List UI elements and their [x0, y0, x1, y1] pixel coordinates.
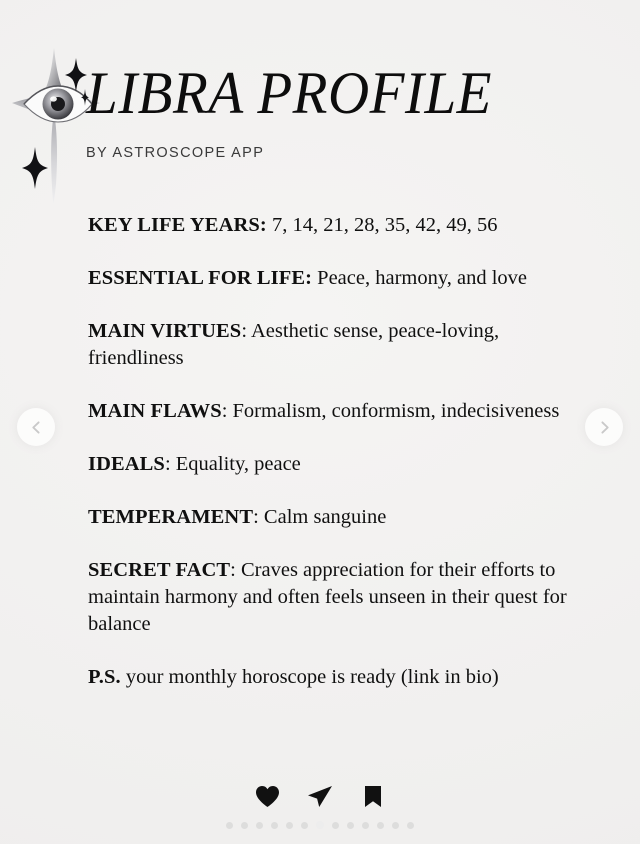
chevron-right-icon [597, 420, 612, 435]
pagination-dot[interactable] [362, 822, 369, 829]
pagination-dot[interactable] [332, 822, 339, 829]
profile-entry [88, 504, 580, 531]
save-button[interactable] [359, 782, 387, 810]
share-button[interactable] [306, 782, 334, 810]
profile-entry [88, 265, 580, 292]
profile-entry-value: 7, 14, 21, 28, 35, 42, 49, 56 [266, 214, 498, 236]
profile-entry-label: MAIN FLAWS [88, 400, 222, 422]
page-title: LIBRA PROFILE [86, 60, 492, 127]
pagination-dot[interactable] [347, 822, 354, 829]
profile-entry-label: MAIN VIRTUES [88, 320, 242, 342]
action-bar [0, 782, 640, 810]
bookmark-filled-icon [364, 785, 382, 808]
profile-entry [88, 212, 580, 239]
profile-entry-value: : Formalism, conformism, indecisiveness [221, 400, 560, 422]
profile-entry-value: : Aesthetic sense, peace-loving, friendliness [88, 320, 500, 369]
pagination-dot[interactable] [271, 822, 278, 829]
carousel-pagination [0, 821, 640, 829]
chevron-left-icon [29, 420, 44, 435]
profile-entry [88, 557, 580, 638]
profile-entry-label: SECRET FACT [88, 559, 231, 581]
carousel-next-button[interactable] [585, 408, 623, 446]
profile-entry-label: P.S. [88, 666, 121, 688]
profile-entry-label: KEY LIFE YEARS: [88, 214, 267, 236]
profile-entry-label: TEMPERAMENT [88, 506, 254, 528]
heart-filled-icon [255, 785, 280, 808]
profile-entry-label: IDEALS [88, 453, 165, 475]
pagination-dot[interactable] [377, 822, 384, 829]
profile-entry [88, 398, 580, 425]
pagination-dot[interactable] [316, 821, 324, 829]
byline: BY ASTROSCOPE APP [86, 145, 265, 161]
profile-entry-value: : Calm sanguine [253, 506, 387, 528]
pagination-dot[interactable] [226, 822, 233, 829]
carousel-prev-button[interactable] [17, 408, 55, 446]
profile-entry-label: ESSENTIAL FOR LIFE: [88, 267, 313, 289]
header [0, 0, 640, 205]
like-button[interactable] [253, 782, 281, 810]
profile-entry-value: Peace, harmony, and love [312, 267, 528, 289]
profile-entries [88, 212, 580, 691]
profile-entry-value: your monthly horoscope is ready (link in bio) [120, 666, 499, 688]
paper-plane-icon [307, 785, 333, 808]
pagination-dot[interactable] [301, 822, 308, 829]
title-block [86, 60, 626, 161]
profile-entry-value: : Craves appreciation for their efforts to maintain harmony and often feels unseen in their quest for balance [88, 559, 567, 635]
profile-entry [88, 318, 580, 372]
profile-entry-value: : Equality, peace [164, 453, 301, 475]
pagination-dot[interactable] [392, 822, 399, 829]
profile-entry [88, 664, 580, 691]
profile-entry [88, 451, 580, 478]
pagination-dot[interactable] [256, 822, 263, 829]
pagination-dot[interactable] [286, 822, 293, 829]
pagination-dot[interactable] [241, 822, 248, 829]
pagination-dot[interactable] [407, 822, 414, 829]
